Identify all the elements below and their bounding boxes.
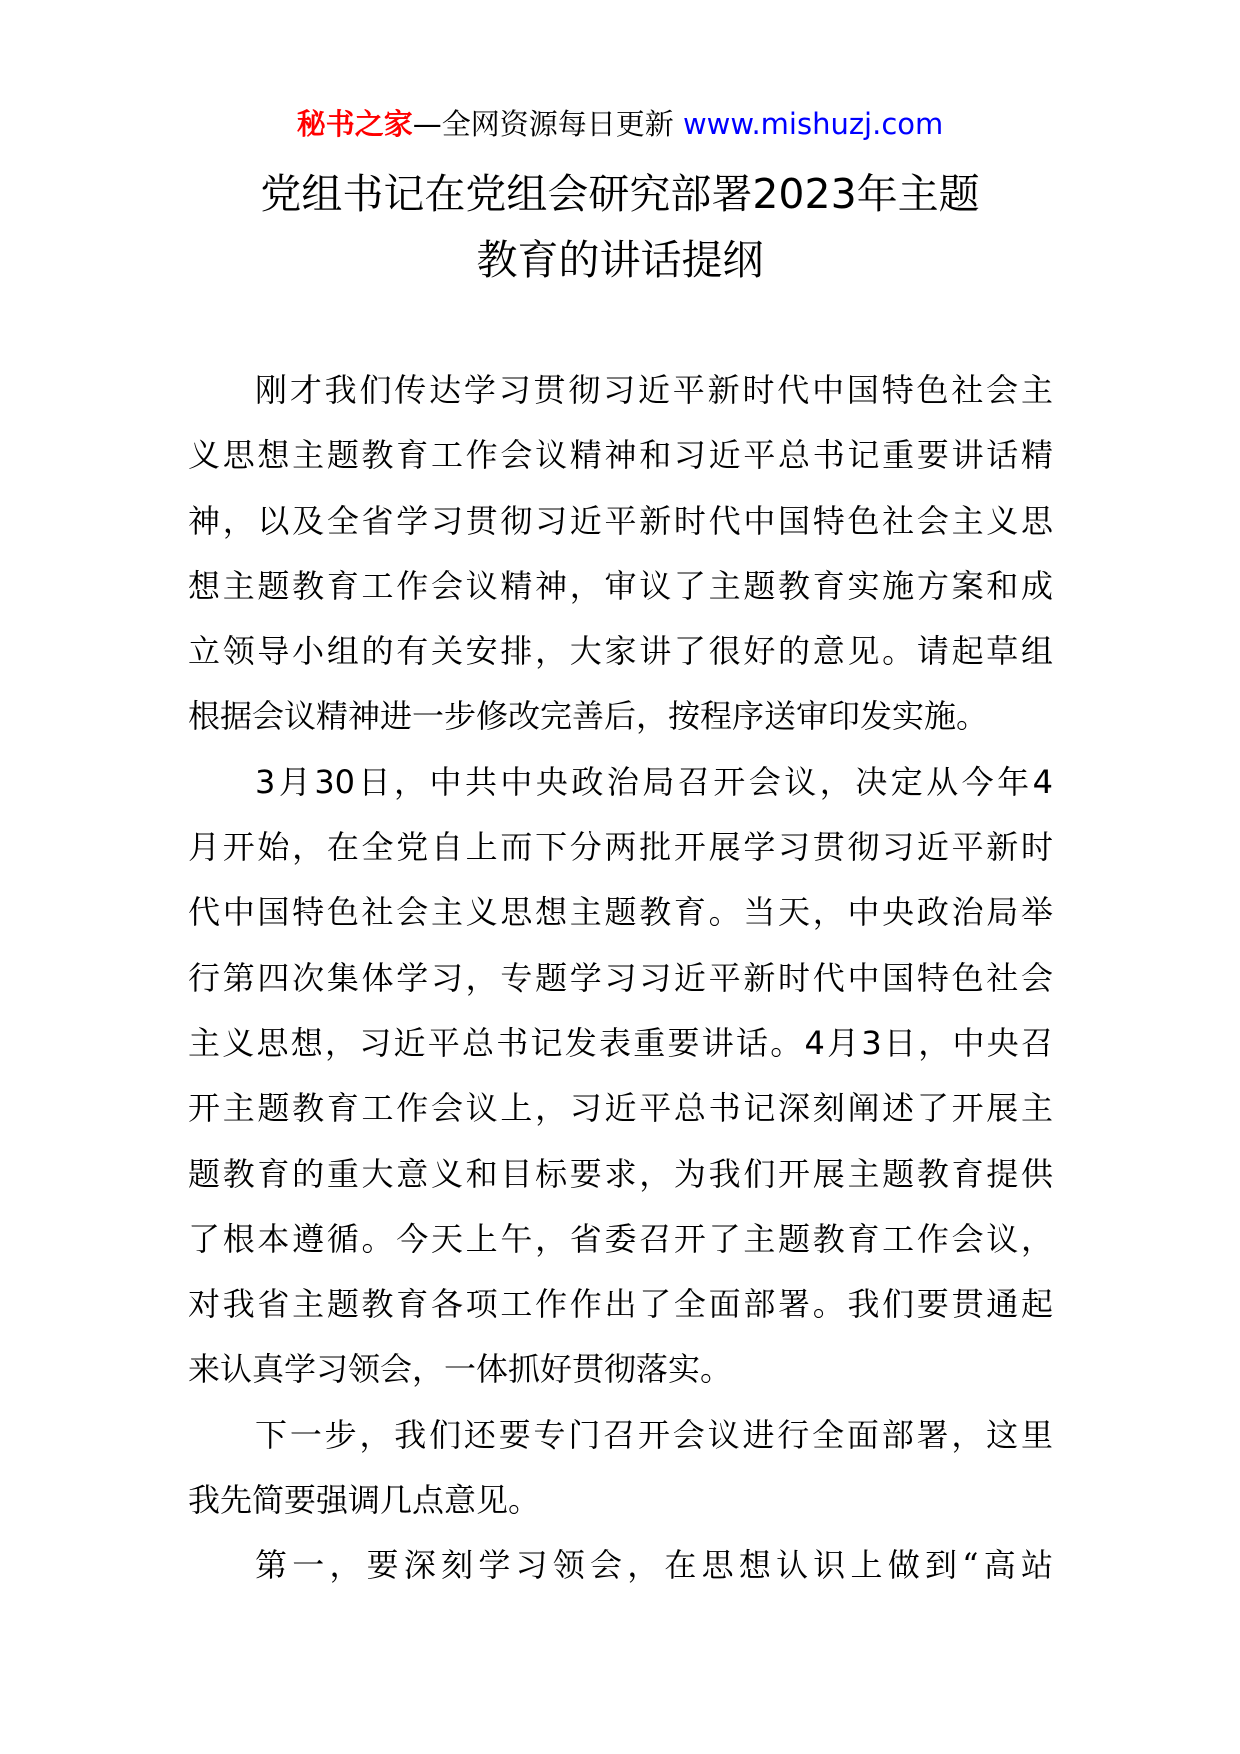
document-title-line-1: 党组书记在党组会研究部署2023年主题: [260, 170, 980, 218]
body-line: 月开始，在全党自上而下分两批开展学习贯彻习近平新时: [188, 828, 1053, 867]
watermark-header: [0, 104, 1240, 144]
body-line: 根据会议精神进一步修改完善后，按程序送审印发实施。: [188, 697, 989, 736]
document-body: [188, 358, 1053, 1599]
body-line: 想主题教育工作会议精神，审议了主题教育实施方案和成: [188, 566, 1053, 605]
body-line: 第一，要深刻学习领会，在思想认识上做到“高站: [255, 1546, 1053, 1585]
body-line: 对我省主题教育各项工作作出了全面部署。我们要贯通起: [188, 1285, 1053, 1324]
body-line: 刚才我们传达学习贯彻习近平新时代中国特色社会主: [255, 371, 1053, 409]
body-line: 题教育的重大意义和目标要求，为我们开展主题教育提供: [188, 1154, 1053, 1193]
body-line: 了根本遵循。今天上午，省委召开了主题教育工作会议，: [188, 1219, 1053, 1258]
website-link[interactable]: www.mishuzj.com: [682, 107, 944, 141]
document-title-line-2: 教育的讲话提纲: [476, 236, 764, 284]
body-line: 开主题教育工作会议上，习近平总书记深刻阐述了开展主: [188, 1089, 1053, 1128]
body-line: 义思想主题教育工作会议精神和习近平总书记重要讲话精: [188, 436, 1053, 475]
body-line: 神，以及全省学习贯彻习近平新时代中国特色社会主义思: [188, 501, 1053, 540]
body-line: 3月30日，中共中央政治局召开会议，决定从今年4: [255, 762, 1053, 801]
body-line: 行第四次集体学习，专题学习习近平新时代中国特色社会: [188, 958, 1053, 997]
header-tagline: —全网资源每日更新: [412, 107, 683, 141]
body-line: 代中国特色社会主义思想主题教育。当天，中央政治局举: [188, 893, 1053, 932]
body-line: 立领导小组的有关安排，大家讲了很好的意见。请起草组: [188, 632, 1053, 671]
body-line: 下一步，我们还要专门召开会议进行全面部署，这里: [255, 1415, 1053, 1454]
body-line: 我先简要强调几点意见。: [188, 1481, 541, 1520]
body-line: 来认真学习领会，一体抓好贯彻落实。: [188, 1350, 733, 1389]
body-line: 主义思想，习近平总书记发表重要讲话。4月3日，中央召: [188, 1023, 1053, 1062]
brand-name: 秘书之家: [296, 107, 413, 141]
